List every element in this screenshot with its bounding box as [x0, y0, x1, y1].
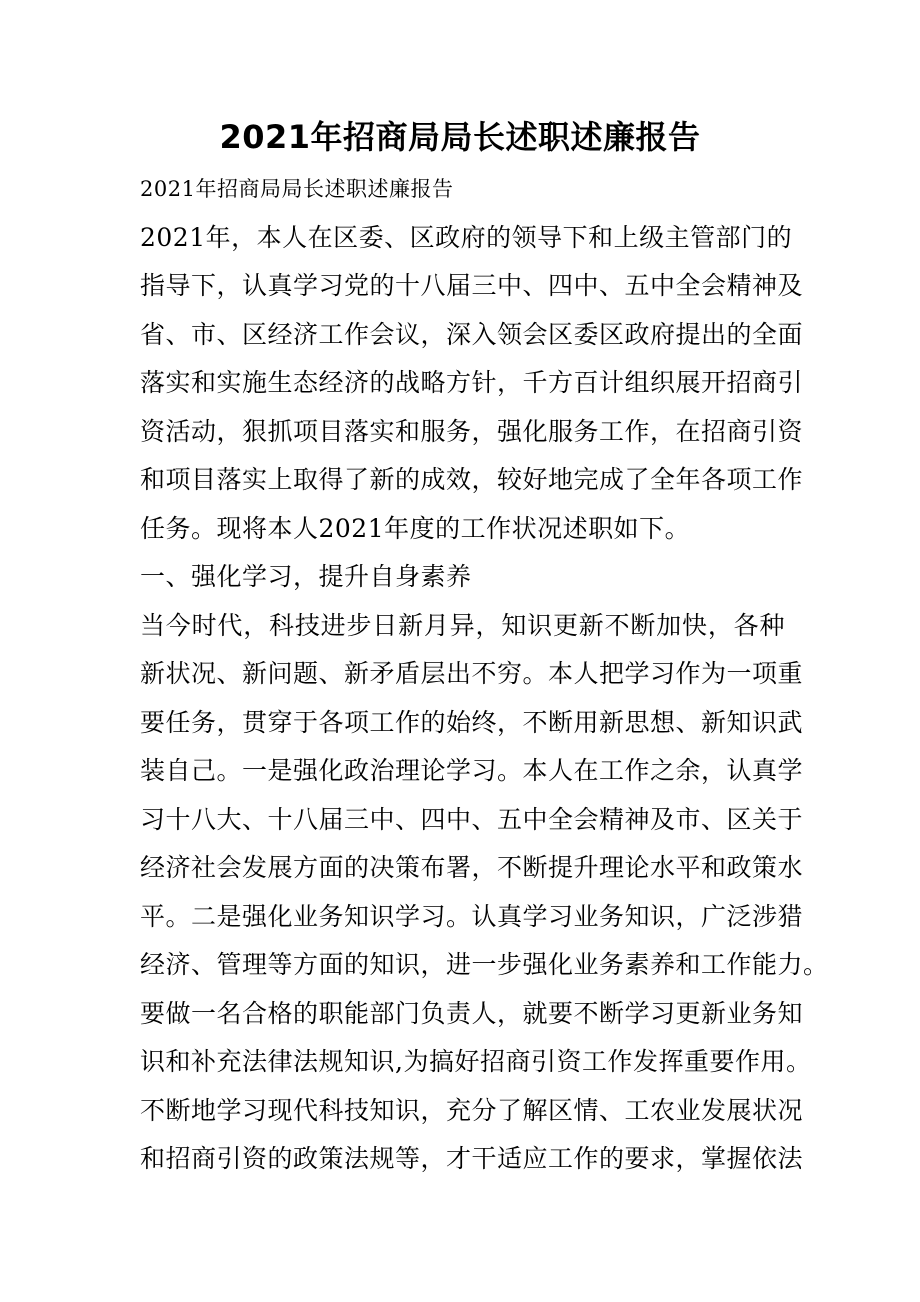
paragraph-line: 不断地学习现代科技知识，充分了解区情、工农业发展状况 [140, 1095, 804, 1125]
paragraph-line: 指导下，认真学习党的十八届三中、四中、五中全会精神及 [140, 271, 804, 300]
document-title: 2021年招商局局长述职述廉报告 [219, 118, 701, 156]
paragraph-line: 资活动，狠抓项目落实和服务，强化服务工作，在招商引资 [140, 416, 804, 446]
paragraph-line: 当今时代，科技进步日新月异，知识更新不断加快，各种 [140, 610, 785, 640]
section-heading: 一、强化学习，提升自身素养 [140, 562, 472, 591]
paragraph-line: 2021年，本人在区委、区政府的领导下和上级主管部门的 [140, 222, 793, 252]
paragraph-line: 平。二是强化业务知识学习。认真学习业务知识，广泛涉猎 [140, 901, 804, 931]
paragraph-line: 要做一名合格的职能部门负责人，就要不断学习更新业务知 [140, 998, 804, 1028]
paragraph-line: 任务。现将本人2021年度的工作状况述职如下。 [140, 513, 691, 543]
paragraph-line: 识和补充法律法规知识,为搞好招商引资工作发挥重要作用。 [140, 1047, 812, 1076]
paragraph-line: 经济、管理等方面的知识，进一步强化业务素养和工作能力。 [140, 950, 829, 979]
paragraph-line: 和项目落实上取得了新的成效，较好地完成了全年各项工作 [140, 465, 804, 494]
document-subtitle: 2021年招商局局长述职述廉报告 [140, 177, 454, 201]
paragraph-line: 习十八大、十八届三中、四中、五中全会精神及市、区关于 [140, 804, 804, 834]
paragraph-line: 省、市、区经济工作会议，深入领会区委区政府提出的全面 [140, 319, 804, 349]
paragraph-line: 经济社会发展方面的决策布署，不断提升理论水平和政策水 [140, 853, 804, 882]
paragraph-line: 新状况、新问题、新矛盾层出不穷。本人把学习作为一项重 [140, 659, 804, 688]
paragraph-line: 要任务，贯穿于各项工作的始终，不断用新思想、新知识武 [140, 707, 804, 737]
document-body [140, 165, 829, 1184]
paragraph-line: 和招商引资的政策法规等，才干适应工作的要求，掌握依法 [140, 1144, 804, 1173]
paragraph-line: 落实和实施生态经济的战略方针，千方百计组织展开招商引 [140, 368, 804, 397]
paragraph-line: 装自己。一是强化政治理论学习。本人在工作之余，认真学 [140, 756, 804, 785]
